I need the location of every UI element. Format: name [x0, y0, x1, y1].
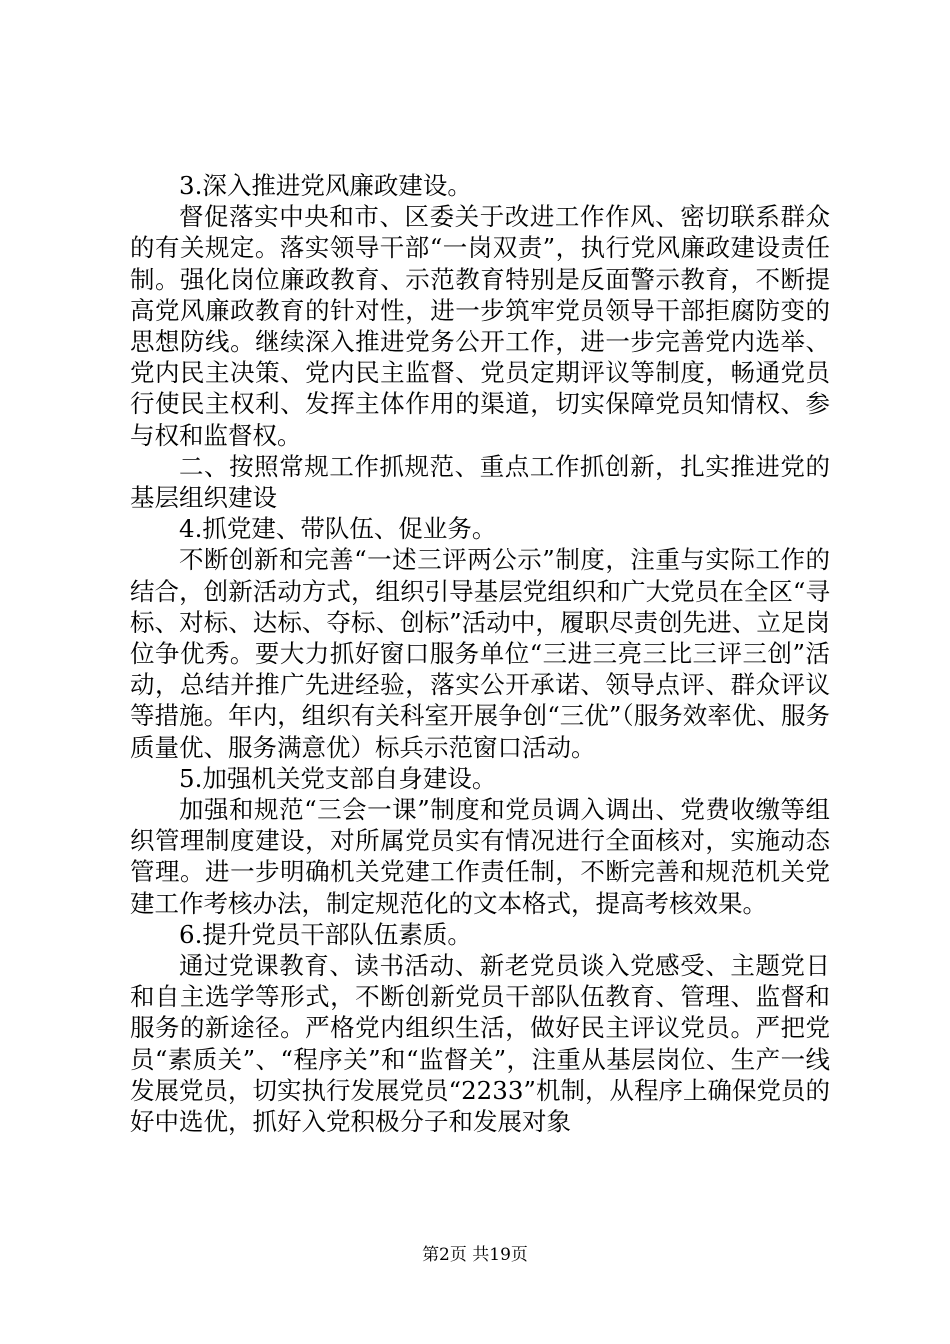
paragraph: 加强和规范“三会一课”制度和党员调入调出、党费收缴等组织管理制度建设，对所属党员实有情况进行全面核对，实施动态管理。进一步明确机关党建工作责任制，不断完善和规范机关党建工作考核办法，制定规范化的文本格式，提高考核效果。 — [130, 795, 830, 918]
section-heading-5: 5.加强机关党支部自身建设。 — [179, 763, 497, 793]
paragraph: 通过党课教育、读书活动、新老党员谈入党感受、主题党日和自主选学等形式，不断创新党员干部队伍教育、管理、监督和服务的新途径。严格党内组织生活，做好民主评议党员。严把党员“素质关”、“程序关”和“监督关”，注重从基层岗位、生产一线发展党员，切实执行发展党员“2233”机制，从程序上确保党员的好中选优，抓好入党积极分子和发展对象 — [130, 951, 830, 1137]
section-heading-3: 3.深入推进党风廉政建设。 — [179, 171, 472, 200]
section-heading-4: 4.抓党建、带队伍、促业务。 — [179, 514, 497, 544]
document-body — [130, 170, 830, 1137]
paragraph: 不断创新和完善“一述三评两公示”制度，注重与实际工作的结合，创新活动方式，组织引导基层党组织和广大党员在全区“寻标、对标、达标、夺标、创标”活动中，履职尽责创先进、立足岗位争优秀。要大力抓好窗口服务单位“三进三亮三比三评三创”活动，总结并推广先进经验，落实公开承诺、领导点评、群众评议等措施。年内，组织有关科室开展争创“三优”（服务效率优、服务质量优、服务满意优）标兵示范窗口活动。 — [130, 545, 830, 762]
section-heading-6: 6.提升党员干部队伍素质。 — [179, 919, 472, 949]
page-footer: 第2页 共19页 — [422, 1245, 528, 1265]
section-heading-2: 二、按照常规工作抓规范、重点工作抓创新，扎实推进党的基层组织建设 — [130, 451, 830, 513]
paragraph: 督促落实中央和市、区委关于改进工作作风、密切联系群众的有关规定。落实领导干部“一岗双责”，执行党风廉政建设责任制。强化岗位廉政教育、示范教育特别是反面警示教育，不断提高党风廉政教育的针对性，进一步筑牢党员领导干部拒腐防变的思想防线。继续深入推进党务公开工作，进一步完善党内选举、党内民主决策、党内民主监督、党员定期评议等制度，畅通党员行使民主权利、发挥主体作用的渠道，切实保障党员知情权、参与权和监督权。 — [130, 202, 830, 450]
